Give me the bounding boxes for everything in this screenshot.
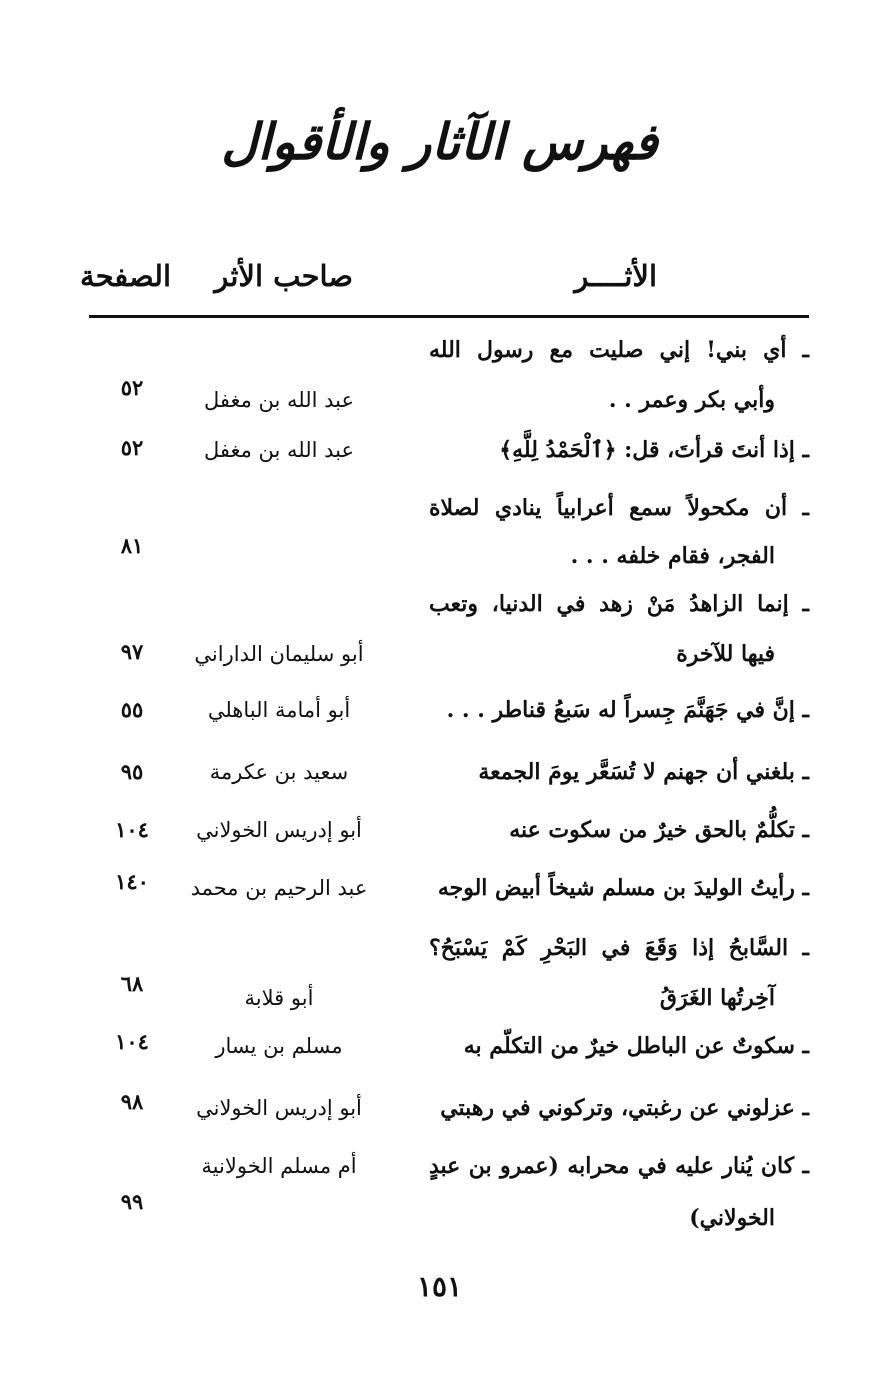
page-number-footer: ١٥١ bbox=[416, 1270, 463, 1303]
entry-text-line: ـ إذا أنتَ قرأتَ، قل: ﴿ٱلْحَمْدُ لِلَّهِ﴾ bbox=[499, 437, 809, 463]
entry-owner: أم مسلم الخولانية bbox=[201, 1154, 357, 1178]
entry-text-line: الفجر، فقام خلفه . . . bbox=[570, 543, 775, 569]
entry-owner: أبو إدريس الخولاني bbox=[196, 1096, 362, 1120]
entry-owner: عبد الله بن مغفل bbox=[203, 388, 355, 412]
entry-page-number: ١٠٤ bbox=[115, 817, 149, 842]
entry-owner: أبو أمامة الباهلي bbox=[207, 698, 351, 722]
entry-owner: سعيد بن عكرمة bbox=[209, 760, 349, 784]
entry-text-line: ـ رأيتُ الوليدَ بن مسلم شيخاً أبيض الوجه bbox=[437, 875, 809, 901]
entry-page-number: ٩٥ bbox=[120, 759, 144, 784]
entry-text-line: ـ تكلُّمٌ بالحق خيرٌ من سكوت عنه bbox=[509, 817, 809, 843]
entry-page-number: ٩٨ bbox=[120, 1089, 144, 1114]
entry-owner: عبد الرحيم بن محمد bbox=[190, 876, 368, 900]
header-rule bbox=[89, 315, 809, 318]
page-title: فهرس الآثار والأقوال bbox=[221, 112, 658, 171]
entry-text-line: ـ عزلوني عن رغبتي، وتركوني في رهبتي bbox=[440, 1095, 809, 1121]
entry-text-line: ـ أن مكحولاً سمع أعرابياً ينادي لصلاة bbox=[429, 495, 809, 521]
entry-text-line: وأبي بكر وعمر . . bbox=[608, 387, 775, 413]
entry-page-number: ١٠٤ bbox=[115, 1029, 149, 1054]
entry-text-line: ـ السَّابحُ إذا وَقَعَ في البَحْرِ كَمْ يَسْبَحُ؟ bbox=[429, 935, 809, 961]
entry-text-line: ـ إنَّ في جَهَنَّمَ جِسراً له سَبعُ قناطر . . . bbox=[446, 697, 809, 723]
entry-page-number: ٩٩ bbox=[120, 1189, 144, 1214]
entry-text-line: ـ إنما الزاهدُ مَنْ زهد في الدنيا، وتعب bbox=[429, 591, 809, 617]
entry-page-number: ١٤٠ bbox=[115, 869, 149, 894]
entry-page-number: ٦٨ bbox=[120, 971, 144, 996]
entry-page-number: ٩٧ bbox=[120, 639, 144, 664]
entry-text-line: ـ بلغني أن جهنم لا تُسَعَّر يومَ الجمعة bbox=[478, 759, 809, 785]
entry-text-line: آخِرتُها الغَرَقُ bbox=[659, 985, 775, 1011]
entry-text-line: الخولاني) bbox=[689, 1205, 775, 1231]
entry-page-number: ٥٢ bbox=[120, 435, 144, 460]
entry-owner: عبد الله بن مغفل bbox=[203, 438, 355, 462]
column-header-owner: صاحب الأثر bbox=[214, 259, 353, 293]
column-header-page: الصفحة bbox=[80, 259, 171, 293]
column-header-athar: الأثــــر bbox=[574, 259, 657, 293]
entry-owner: أبو قلابة bbox=[244, 986, 314, 1010]
entry-text-line: ـ سكوتٌ عن الباطل خيرٌ من التكلّم به bbox=[463, 1033, 809, 1059]
entry-text-line: ـ أي بني! إني صليت مع رسول الله bbox=[429, 337, 809, 363]
entry-page-number: ٥٥ bbox=[120, 697, 144, 722]
entry-owner: أبو إدريس الخولاني bbox=[196, 818, 362, 842]
entry-text-line: ـ كان يُنار عليه في محرابه (عمرو بن عبدٍ bbox=[429, 1153, 809, 1179]
entry-page-number: ٨١ bbox=[120, 533, 144, 558]
entry-text-line: فيها للآخرة bbox=[676, 641, 775, 667]
entry-owner: مسلم بن يسار bbox=[215, 1034, 343, 1058]
entry-owner: أبو سليمان الداراني bbox=[194, 642, 364, 666]
entry-page-number: ٥٢ bbox=[120, 375, 144, 400]
